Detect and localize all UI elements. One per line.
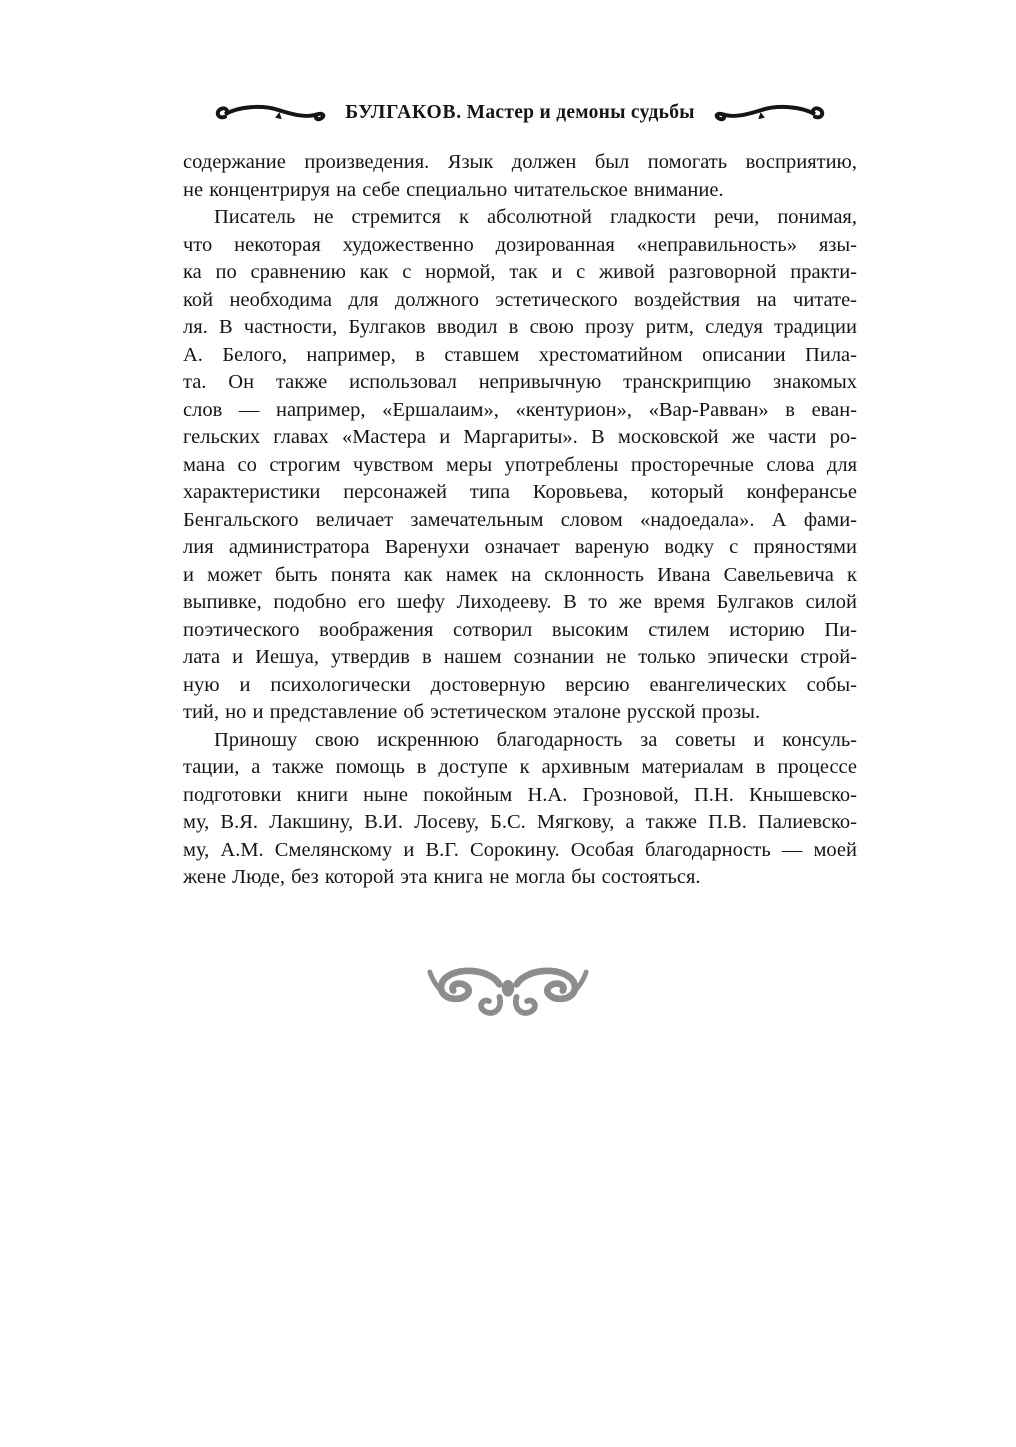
text-line: му, А.М. Смелянскому и В.Г. Сорокину. Особая благодарность — моей bbox=[183, 838, 857, 861]
text-line: тации, а также помощь в доступе к архивным материалам в процессе bbox=[183, 756, 857, 778]
text-line: поэтического воображения сотворил высоким стилем историю Пи- bbox=[183, 618, 857, 641]
text-line: Писатель не стремится к абсолютной гладкости речи, понимая, bbox=[214, 206, 857, 228]
text-line: ную и психологически достоверную версию евангелических собы- bbox=[183, 673, 857, 696]
text-block bbox=[183, 149, 857, 892]
text-line: Бенгальского величает замечательным словом «надоедала». А фами- bbox=[183, 508, 857, 531]
text-line: та. Он также использовал непривычную транскрипцию знакомых bbox=[183, 371, 857, 393]
paragraph bbox=[183, 149, 857, 204]
text-line: кой необходима для должного эстетического воздействия на читате- bbox=[183, 288, 857, 311]
text-line: не концентрируя на себе специально читательское внимание. bbox=[183, 178, 724, 201]
title-author: БУЛГАКОВ bbox=[345, 102, 457, 123]
text-line: му, В.Я. Лакшину, В.И. Лосеву, Б.С. Мягкову, а также П.В. Палиевско- bbox=[183, 811, 857, 833]
page-title bbox=[345, 102, 695, 124]
text-line: что некоторая художественно дозированная «неправильность» язы- bbox=[183, 233, 857, 256]
end-of-chapter-flourish-icon bbox=[427, 958, 589, 1028]
text-line: ка по сравнению как с нормой, так и с живой разговорной практи- bbox=[183, 261, 857, 283]
text-line: характеристики персонажей типа Коровьева, который конферансье bbox=[183, 481, 857, 503]
running-header bbox=[183, 98, 857, 128]
text-line: А. Белого, например, в ставшем хрестоматийном описании Пила- bbox=[183, 343, 857, 366]
text-line: слов — например, «Ершалаим», «кентурион», «Вар-Равван» в еван- bbox=[183, 398, 857, 421]
header-swash-right-icon bbox=[711, 98, 829, 128]
text-line: гельских главах «Мастера и Маргариты». В московской же части ро- bbox=[183, 426, 857, 448]
text-line: подготовки книги ныне покойным Н.А. Грозновой, П.Н. Кнышевско- bbox=[183, 783, 857, 806]
text-line: Приношу свою искреннюю благодарность за советы и консуль- bbox=[214, 728, 857, 751]
text-line: мана со строгим чувством меры употреблены просторечные слова для bbox=[183, 453, 857, 476]
text-line: содержание произведения. Язык должен был помогать восприятию, bbox=[183, 151, 857, 173]
text-line: выпивке, подобно его шефу Лиходееву. В то же время Булгаков силой bbox=[183, 591, 857, 613]
paragraph bbox=[183, 727, 857, 892]
text-line: лия администратора Варенухи означает вареную водку с пряностями bbox=[183, 536, 857, 558]
text-line: ля. В частности, Булгаков вводил в свою прозу ритм, следуя традиции bbox=[183, 316, 857, 338]
text-line: тий, но и представление об эстетическом эталоне русской прозы. bbox=[183, 701, 761, 723]
text-line: и может быть понята как намек на склонность Ивана Савельевича к bbox=[183, 563, 857, 586]
header-swash-left-icon bbox=[211, 98, 329, 128]
text-line: лата и Иешуа, утвердив в нашем сознании не только эпически строй- bbox=[183, 646, 857, 668]
paragraph bbox=[183, 204, 857, 727]
title-subtitle: . Мастер и демоны судьбы bbox=[456, 102, 695, 123]
text-line: жене Люде, без которой эта книга не могла бы состояться. bbox=[183, 866, 701, 888]
